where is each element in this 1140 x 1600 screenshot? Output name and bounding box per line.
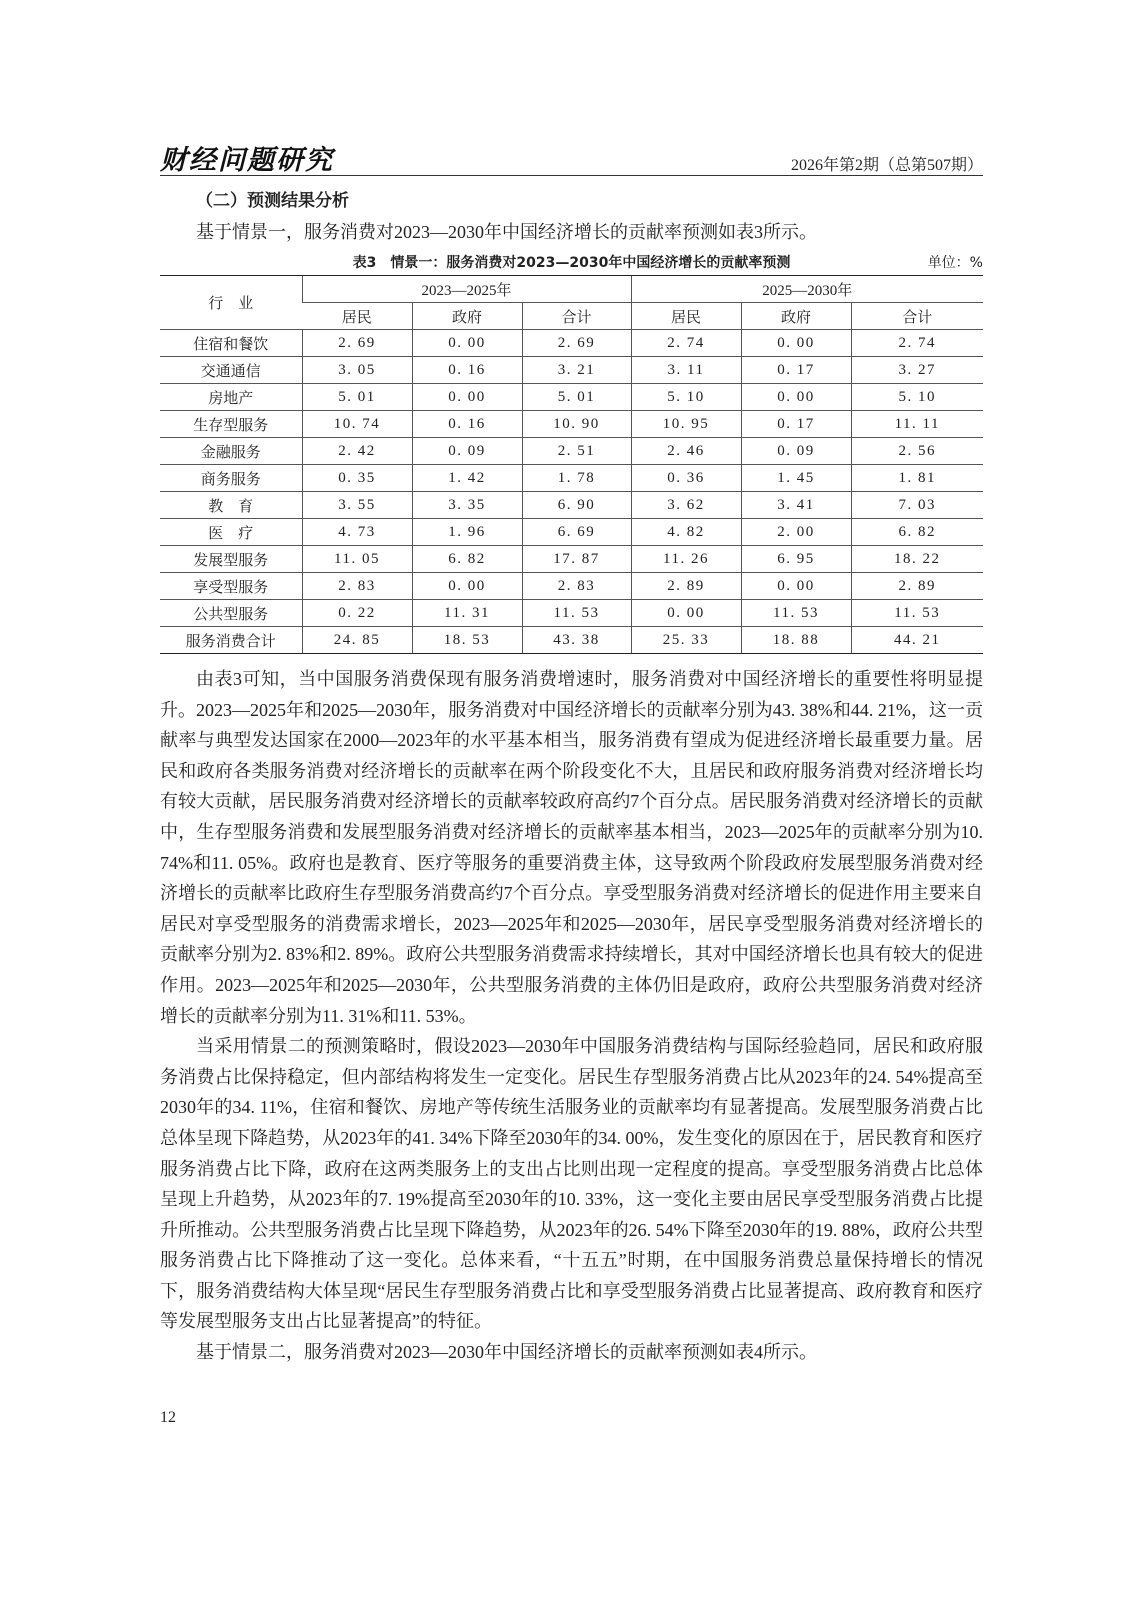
- row-label: 服务消费合计: [160, 627, 302, 654]
- table-cell: 11. 53: [741, 600, 851, 627]
- table-cell: 3. 55: [302, 492, 412, 519]
- table-cell: 11. 11: [851, 411, 983, 438]
- table-cell: 1. 42: [412, 465, 522, 492]
- row-label: 住宿和餐饮: [160, 330, 302, 357]
- table-cell: 7. 03: [851, 492, 983, 519]
- row-label: 发展型服务: [160, 546, 302, 573]
- table-row: [160, 330, 983, 357]
- row-label: 房地产: [160, 384, 302, 411]
- subheader-total: 合计: [851, 303, 983, 330]
- table-cell: 10. 95: [631, 411, 741, 438]
- table-cell: 17. 87: [522, 546, 631, 573]
- table-cell: 6. 90: [522, 492, 631, 519]
- table-cell: 0. 00: [631, 600, 741, 627]
- table-cell: 0. 00: [412, 330, 522, 357]
- subheader-resident: 居民: [302, 303, 412, 330]
- row-label: 教 育: [160, 492, 302, 519]
- table-cell: 43. 38: [522, 627, 631, 654]
- table-cell: 24. 85: [302, 627, 412, 654]
- table-cell: 0. 00: [412, 573, 522, 600]
- table-cell: 6. 82: [412, 546, 522, 573]
- journal-title: 财经问题研究: [160, 145, 334, 176]
- table-cell: 44. 21: [851, 627, 983, 654]
- table-cell: 18. 53: [412, 627, 522, 654]
- table-cell: 11. 31: [412, 600, 522, 627]
- table-cell: 3. 35: [412, 492, 522, 519]
- body-paragraph: 由表3可知，当中国服务消费保现有服务消费增速时，服务消费对中国经济增长的重要性将明显提升。2023—2025年和2025—2030年，服务消费对中国经济增长的贡献率分别为43. 38%和44. 21%，这一贡献率与典型发达国家在2000—2023年的水平基本相当，服务消费有望成为促进经济增长最重要力量。居民和政府各类服务消费对经济增长的贡献率在两个阶段变化不大，且居民和政府服务消费对经济增长均有较大贡献，居民服务消费对经济增长的贡献率较政府高约7个百分点。居民服务消费对经济增长的贡献中，生存型服务消费和发展型服务消费对经济增长的贡献率基本相当，2023—2025年的贡献率分别为10. 74%和11. 05%。政府也是教育、医疗等服务的重要消费主体，这导致两个阶段政府发展型服务消费对经济增长的贡献率比政府生存型服务消费高约7个百分点。享受型服务消费对经济增长的促进作用主要来自居民对享受型服务的消费需求增长，2023—2025年和2025—2030年，居民享受型服务消费对经济增长的贡献率分别为2. 83%和2. 89%。政府公共型服务消费需求持续增长，其对中国经济增长也具有较大的促进作用。2023—2025年和2025—2030年，公共型服务消费的主体仍旧是政府，政府公共型服务消费对经济增长的贡献率分别为11. 31%和11. 53%。: [160, 669, 983, 1026]
- table-cell: 2. 00: [741, 519, 851, 546]
- table-cell: 1. 96: [412, 519, 522, 546]
- table-row: [160, 384, 983, 411]
- period-header-1: 2023—2025年: [302, 276, 631, 303]
- table-row: [160, 357, 983, 384]
- table-row: [160, 465, 983, 492]
- table-cell: 3. 05: [302, 357, 412, 384]
- table-cell: 18. 88: [741, 627, 851, 654]
- table-cell: 3. 21: [522, 357, 631, 384]
- table-row: [160, 519, 983, 546]
- table-row: [160, 573, 983, 600]
- table-cell: 5. 10: [631, 384, 741, 411]
- row-label: 交通通信: [160, 357, 302, 384]
- table-cell: 25. 33: [631, 627, 741, 654]
- table-title: 表3 情景一：服务消费对2023—2030年中国经济增长的贡献率预测: [352, 255, 791, 271]
- table-cell: 0. 22: [302, 600, 412, 627]
- table-cell: 10. 90: [522, 411, 631, 438]
- table-cell: 2. 83: [302, 573, 412, 600]
- table-row: [160, 546, 983, 573]
- row-label: 医 疗: [160, 519, 302, 546]
- page-number: 12: [160, 1409, 176, 1426]
- header-rule: [160, 175, 983, 176]
- table-cell: 2. 69: [522, 330, 631, 357]
- body-text: [160, 664, 983, 1368]
- table-cell: 0. 00: [741, 330, 851, 357]
- table-cell: 5. 10: [851, 384, 983, 411]
- table-cell: 11. 05: [302, 546, 412, 573]
- row-label: 公共型服务: [160, 600, 302, 627]
- table-cell: 2. 89: [631, 573, 741, 600]
- table-cell: 6. 69: [522, 519, 631, 546]
- table-cell: 6. 95: [741, 546, 851, 573]
- body-paragraph: 基于情景二，服务消费对2023—2030年中国经济增长的贡献率预测如表4所示。: [196, 1342, 817, 1363]
- table-row: [160, 411, 983, 438]
- table-cell: 0. 09: [741, 438, 851, 465]
- row-label: 享受型服务: [160, 573, 302, 600]
- table-cell: 0. 17: [741, 357, 851, 384]
- subheader-resident: 居民: [631, 303, 741, 330]
- contribution-table: [160, 275, 983, 654]
- table-cell: 4. 82: [631, 519, 741, 546]
- table-unit: 单位：%: [927, 255, 983, 271]
- table-cell: 6. 82: [851, 519, 983, 546]
- table-row: [160, 600, 983, 627]
- table-cell: 2. 51: [522, 438, 631, 465]
- table-cell: 0. 00: [741, 573, 851, 600]
- subheader-government: 政府: [741, 303, 851, 330]
- table-cell: 3. 27: [851, 357, 983, 384]
- table-cell: 0. 35: [302, 465, 412, 492]
- table-cell: 10. 74: [302, 411, 412, 438]
- table-cell: 11. 53: [522, 600, 631, 627]
- table-cell: 4. 73: [302, 519, 412, 546]
- table-cell: 11. 53: [851, 600, 983, 627]
- table-cell: 5. 01: [302, 384, 412, 411]
- intro-paragraph: 基于情景一，服务消费对2023—2030年中国经济增长的贡献率预测如表3所示。: [196, 222, 817, 242]
- table-cell: 2. 56: [851, 438, 983, 465]
- running-header: [160, 140, 983, 174]
- table-cell: 2. 74: [631, 330, 741, 357]
- period-header-2: 2025—2030年: [631, 276, 983, 303]
- table-cell: 2. 69: [302, 330, 412, 357]
- table-cell: 0. 00: [412, 384, 522, 411]
- table-row: [160, 492, 983, 519]
- table-cell: 2. 42: [302, 438, 412, 465]
- table-cell: 3. 11: [631, 357, 741, 384]
- row-label: 商务服务: [160, 465, 302, 492]
- table-cell: 3. 62: [631, 492, 741, 519]
- table-cell: 3. 41: [741, 492, 851, 519]
- table-cell: 1. 81: [851, 465, 983, 492]
- table-cell: 5. 01: [522, 384, 631, 411]
- table-cell: 2. 74: [851, 330, 983, 357]
- table-cell: 0. 00: [741, 384, 851, 411]
- table-cell: 18. 22: [851, 546, 983, 573]
- table-cell: 1. 45: [741, 465, 851, 492]
- row-label: 金融服务: [160, 438, 302, 465]
- table-caption: [160, 252, 983, 274]
- table-cell: 2. 46: [631, 438, 741, 465]
- table-cell: 2. 89: [851, 573, 983, 600]
- table-cell: 0. 36: [631, 465, 741, 492]
- subheader-total: 合计: [522, 303, 631, 330]
- table-cell: 0. 16: [412, 357, 522, 384]
- table-header-row: [160, 276, 983, 303]
- section-heading: （二）预测结果分析: [196, 191, 349, 211]
- table-cell: 2. 83: [522, 573, 631, 600]
- body-paragraph: 当采用情景二的预测策略时，假设2023—2030年中国服务消费结构与国际经验趋同，居民和政府服务消费占比保持稳定，但内部结构将发生一定变化。居民生存型服务消费占比从2023年的24. 54%提高至2030年的34. 11%，住宿和餐饮、房地产等传统生活服务业的贡献率均有显著提高。发展型服务消费占比总体呈现下降趋势，从2023年的41. 34%下降至2030年的34. 00%，发生变化的原因在于，居民教育和医疗服务消费占比下降，政府在这两类服务上的支出占比则出现一定程度的提高。享受型服务消费占比总体呈现上升趋势，从2023年的7. 19%提高至2030年的10. 33%，这一变化主要由居民享受型服务消费占比提升所推动。公共型服务消费占比呈现下降趋势，从2023年的26. 54%下降至2030年的19. 88%，政府公共型服务消费占比下降推动了这一变化。总体来看，“十五五”时期，在中国服务消费总量保持增长的情况下，服务消费结构大体呈现“居民生存型服务消费占比和享受型服务消费占比显著提高、政府教育和医疗等发展型服务支出占比显著提高”的特征。: [160, 1036, 983, 1332]
- table-row: [160, 438, 983, 465]
- table-cell: 0. 09: [412, 438, 522, 465]
- table-cell: 1. 78: [522, 465, 631, 492]
- issue-info: 2026年第2期（总第507期）: [790, 157, 983, 174]
- row-label: 生存型服务: [160, 411, 302, 438]
- table-body: [160, 330, 983, 654]
- table-cell: 11. 26: [631, 546, 741, 573]
- table-cell: 0. 17: [741, 411, 851, 438]
- row-header: 行 业: [160, 276, 302, 330]
- subheader-government: 政府: [412, 303, 522, 330]
- table-cell: 0. 16: [412, 411, 522, 438]
- table-row: [160, 627, 983, 654]
